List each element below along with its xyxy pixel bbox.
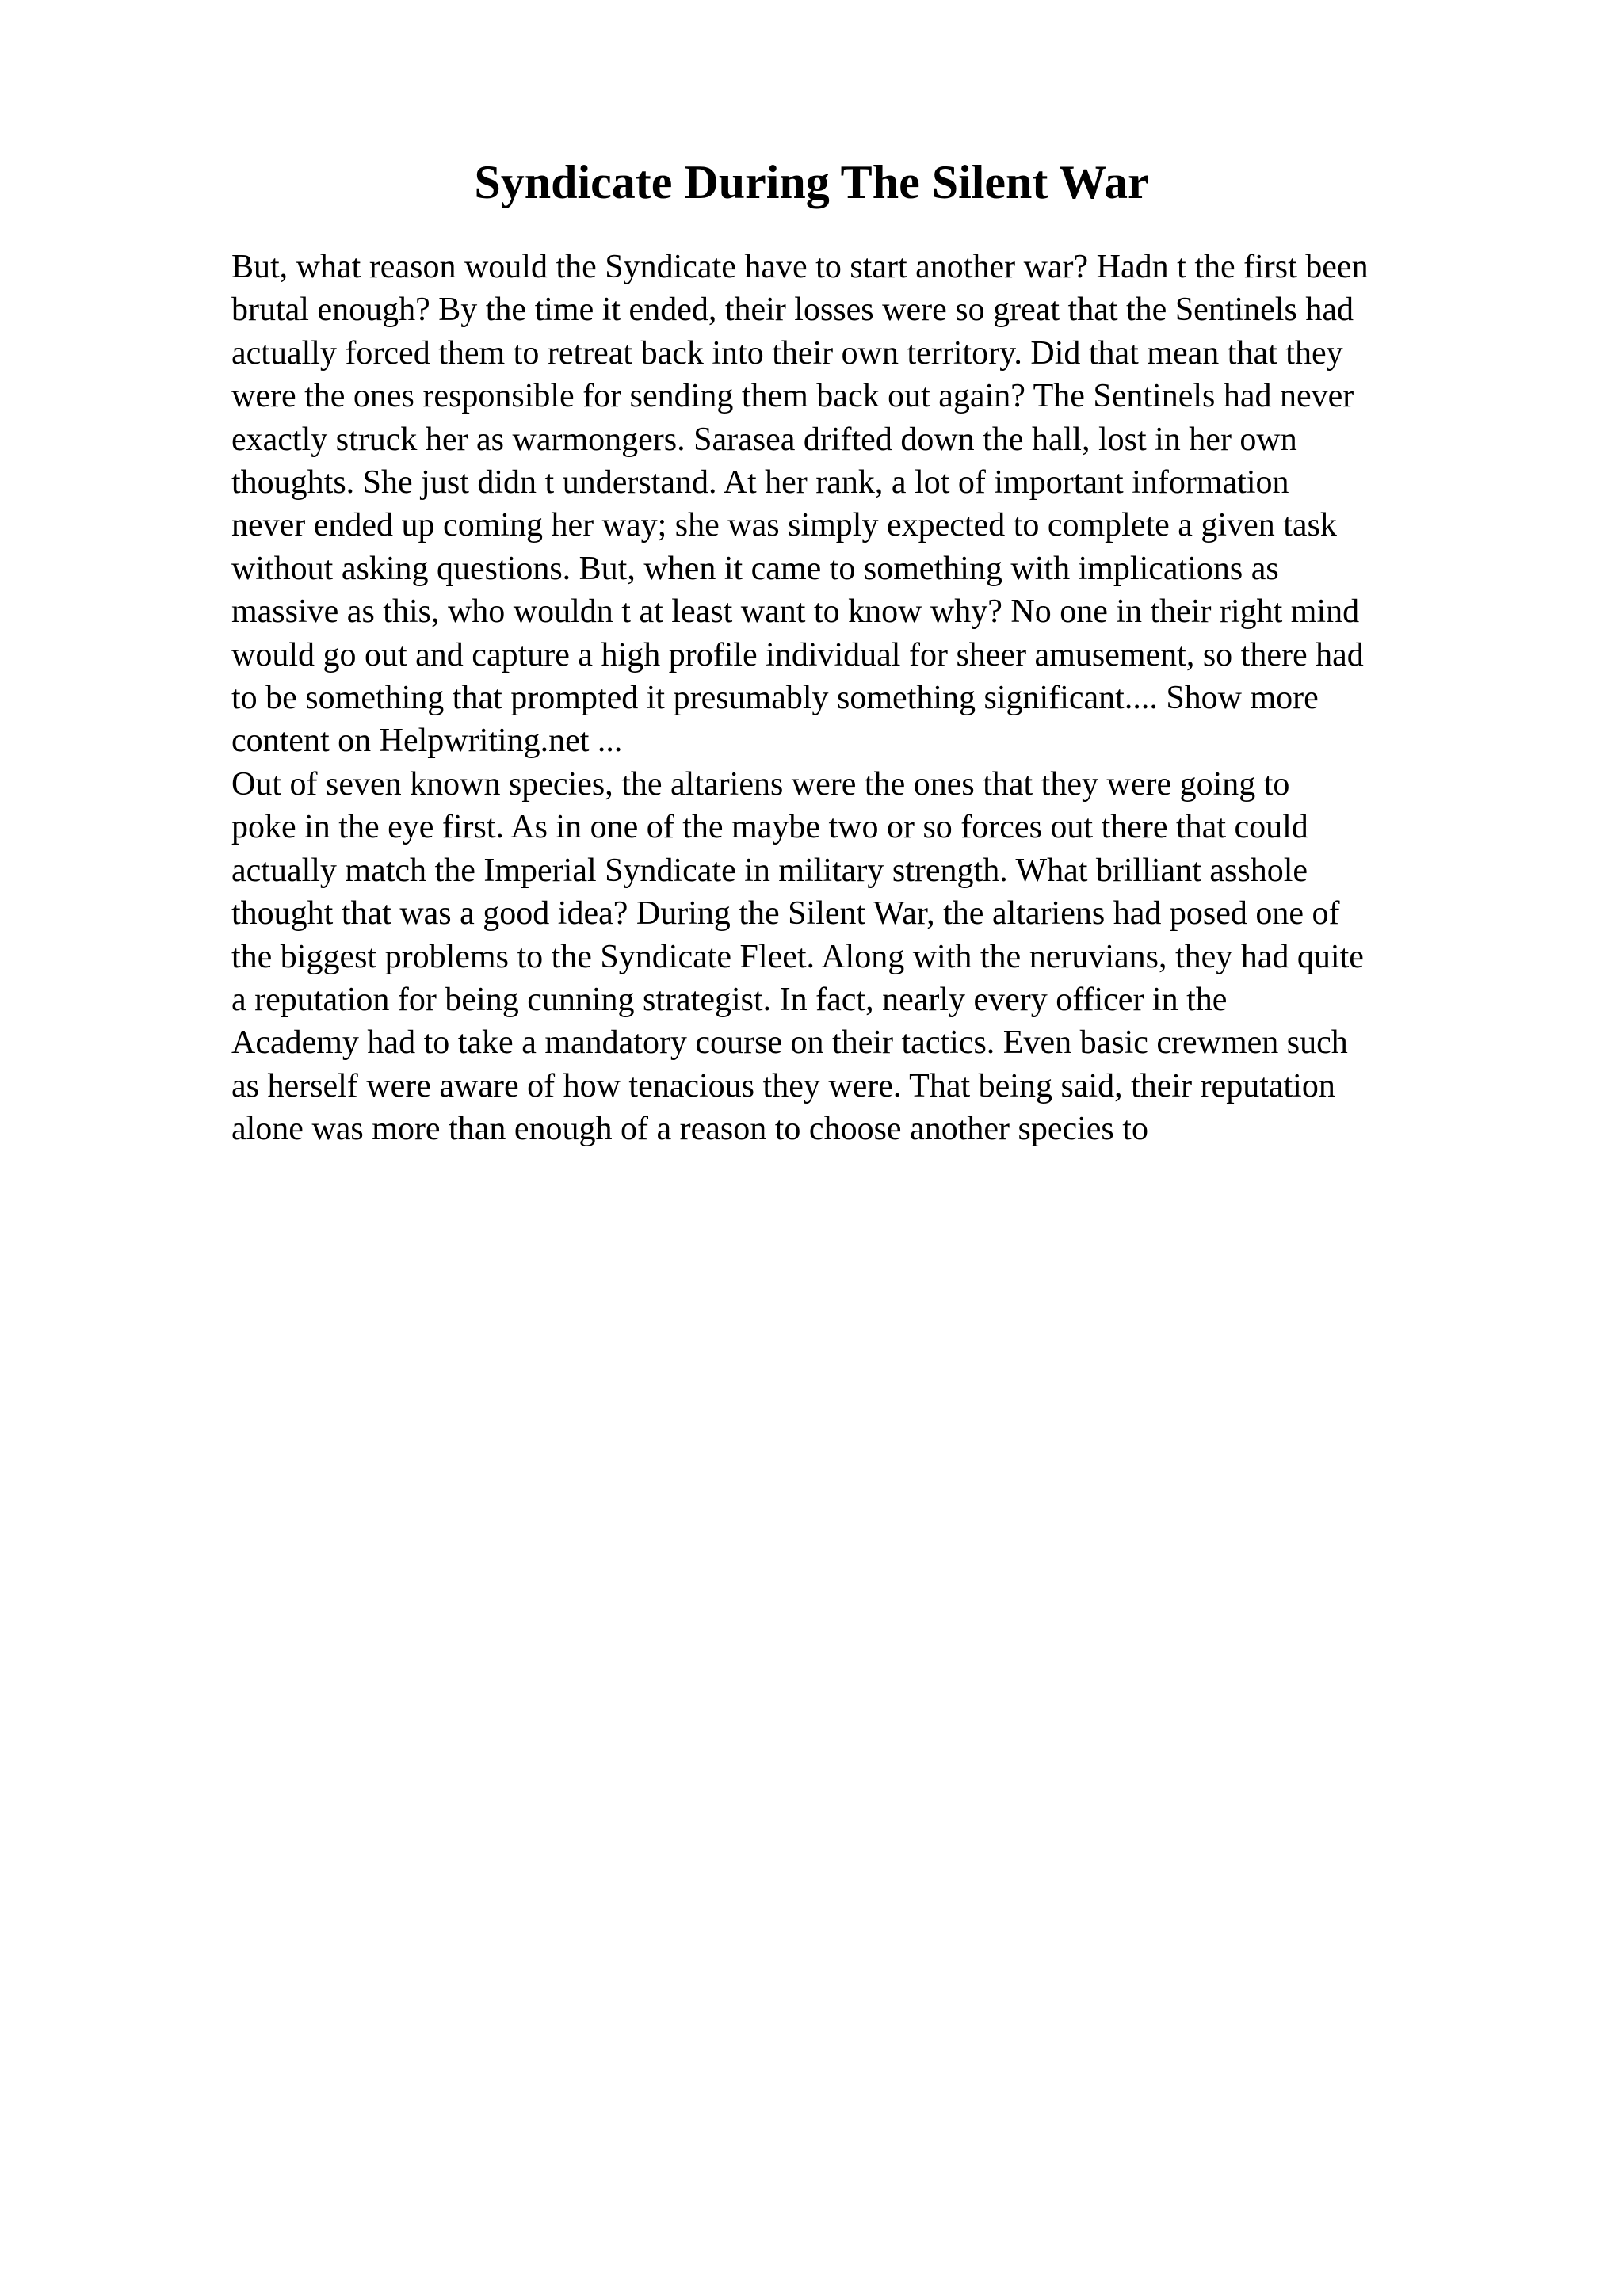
paragraph-1 — [231, 246, 1515, 763]
text-line: exactly struck her as warmongers. Sarasea drifted down the hall, lost in her own — [231, 421, 1297, 458]
text-line: thoughts. She just didn t understand. At her rank, a lot of important information — [231, 464, 1289, 502]
text-line: content on Helpwriting.net ... — [231, 723, 623, 760]
document-title: Syndicate During The Silent War — [474, 156, 1149, 208]
text-line: actually match the Imperial Syndicate in military strength. What brilliant asshole — [231, 852, 1308, 889]
text-line: But, what reason would the Syndicate have to start another war? Hadn t the first been — [231, 249, 1369, 285]
text-line: never ended up coming her way; she was simply expected to complete a given task — [231, 507, 1337, 544]
text-line: actually forced them to retreat back into their own territory. Did that mean that they — [231, 334, 1343, 372]
text-line: Out of seven known species, the altariens were the ones that they were going to — [231, 765, 1290, 803]
text-line: without asking questions. But, when it came to something with implications as — [231, 550, 1279, 587]
document-body — [231, 246, 1515, 1151]
text-line: as herself were aware of how tenacious they were. That being said, their reputation — [231, 1067, 1335, 1104]
text-line: a reputation for being cunning strategist. In fact, nearly every officer in the — [231, 981, 1228, 1018]
text-line: alone was more than enough of a reason to choose another species to — [231, 1111, 1148, 1148]
text-line: thought that was a good idea? During the Silent War, the altariens had posed one of — [231, 895, 1340, 933]
text-line: poke in the eye first. As in one of the maybe two or so forces out there that could — [231, 809, 1308, 846]
paragraph-2 — [231, 763, 1515, 1151]
text-line: would go out and capture a high profile individual for sheer amusement, so there had — [231, 636, 1364, 673]
text-line: were the ones responsible for sending them back out again? The Sentinels had never — [231, 378, 1354, 415]
text-line: Academy had to take a mandatory course on their tactics. Even basic crewmen such — [231, 1024, 1348, 1062]
text-line: massive as this, who wouldn t at least want to know why? No one in their right mind — [231, 593, 1360, 631]
text-line: to be something that prompted it presumably something significant.... Show more — [231, 680, 1319, 717]
text-line: brutal enough? By the time it ended, their losses were so great that the Sentinels had — [231, 292, 1354, 329]
text-line: the biggest problems to the Syndicate Fleet. Along with the neruvians, they had quite — [231, 938, 1364, 975]
